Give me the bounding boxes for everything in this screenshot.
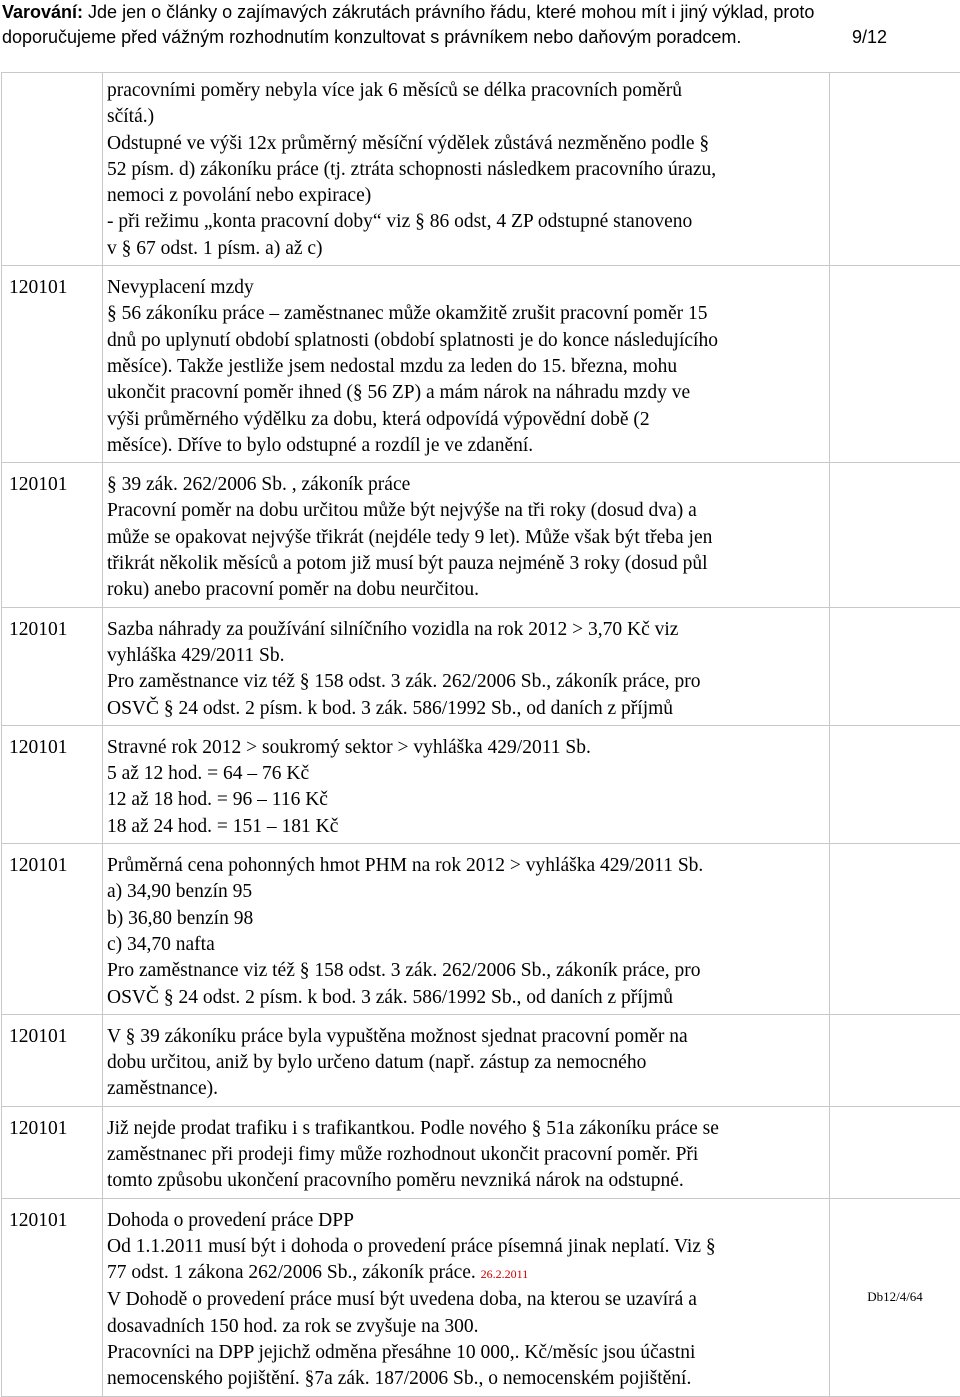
row-text [103, 725, 830, 843]
text-line-content: OSVČ § 24 odst. 2 písm. k bod. 3 zák. 586/1992 Sb., od daních z příjmů [107, 698, 673, 719]
text-line-content: pracovními poměry nebyla více jak 6 měsíců se délka pracovních poměrů [107, 80, 682, 101]
text-line [107, 380, 823, 406]
row-text [103, 266, 830, 463]
text-line [107, 131, 823, 157]
warning-line [2, 0, 814, 25]
text-line-content: zaměstnance). [107, 1078, 218, 1099]
text-line-content: a) 34,90 benzín 95 [107, 881, 252, 902]
row-side [830, 1106, 960, 1198]
text-line-content: dobu určitou, aniž by bylo určeno datum (např. zástup za nemocného [107, 1052, 646, 1073]
text-line [107, 577, 823, 603]
text-line [107, 1208, 823, 1234]
text-line-content: Již nejde prodat trafiku i s trafikantkou. Podle nového § 51a zákoníku práce se [107, 1118, 719, 1139]
text-line-content: může se opakovat nejvýše třikrát (nejdéle tedy 9 let). Může však být třeba jen [107, 527, 712, 548]
page-number: 9/12 [852, 25, 887, 50]
text-line-content: Pro zaměstnance viz též § 158 odst. 3 zák. 262/2006 Sb., zákoník práce, pro [107, 960, 701, 981]
warning-text: Jde jen o články o zajímavých zákrutách právního řádu, které mohou mít i jiný výklad, proto [83, 2, 814, 22]
text-line-content: § 39 zák. 262/2006 Sb. , zákoník práce [107, 474, 410, 495]
text-line [107, 275, 823, 301]
text-line-content: c) 34,70 nafta [107, 934, 215, 955]
text-line [107, 1024, 823, 1050]
text-line-content: Nevyplacení mzdy [107, 277, 254, 298]
row-text [103, 1014, 830, 1106]
text-line [107, 1234, 823, 1260]
text-line [107, 183, 823, 209]
text-line [107, 932, 823, 958]
text-line-content: Odstupné ve výši 12x průměrný měsíční výdělek zůstává nezměněno podle § [107, 133, 709, 154]
text-line [107, 236, 823, 262]
text-line-content: 52 písm. d) zákoníku práce (tj. ztráta schopnosti následkem pracovního úrazu, [107, 159, 716, 180]
text-line-content: 77 odst. 1 zákona 262/2006 Sb., zákoník práce. [107, 1262, 476, 1283]
text-line-content: § 56 zákoníku práce – zaměstnanec může okamžitě zrušit pracovní poměr 15 [107, 303, 707, 324]
warning-line-2: doporučujeme před vážným rozhodnutím konzultovat s právníkem nebo daňovým poradcem. [2, 25, 741, 50]
row-text [103, 1198, 830, 1396]
row-side [830, 266, 960, 463]
row-code-text: 120101 [9, 275, 102, 301]
text-line [107, 433, 823, 459]
row-code [2, 1014, 103, 1106]
text-line [107, 1076, 823, 1102]
text-line [107, 853, 823, 879]
text-line-content: 5 až 12 hod. = 64 – 76 Kč [107, 763, 309, 784]
text-line [107, 328, 823, 354]
row-code [2, 1198, 103, 1396]
text-line [107, 1168, 823, 1194]
text-line-content: - při režimu „konta pracovní doby“ viz § 86 odst, 4 ZP odstupné stanoveno [107, 211, 692, 232]
table-row [2, 463, 960, 607]
row-text [103, 844, 830, 1015]
text-line [107, 301, 823, 327]
row-side [830, 463, 960, 607]
row-side [830, 607, 960, 725]
text-line-content: třikrát několik měsíců a potom již musí být pauza nejméně 3 roky (dosud půl [107, 553, 708, 574]
row-code [2, 607, 103, 725]
text-line-content: nemoci z povolání nebo expirace) [107, 185, 371, 206]
text-line-content: Pro zaměstnance viz též § 158 odst. 3 zák. 262/2006 Sb., zákoník práce, pro [107, 671, 701, 692]
row-code-text: 120101 [9, 472, 102, 498]
text-line [107, 1050, 823, 1076]
table-row [2, 1014, 960, 1106]
row-code [2, 844, 103, 1015]
row-code-text: 120101 [9, 617, 102, 643]
text-line [107, 1340, 823, 1366]
text-line [107, 814, 823, 840]
text-line-content: Průměrná cena pohonných hmot PHM na rok 2012 > vyhláška 429/2011 Sb. [107, 855, 703, 876]
text-line [107, 1287, 823, 1313]
row-text [103, 1106, 830, 1198]
row-code-text: 120101 [9, 853, 102, 879]
text-line [107, 209, 823, 235]
row-side [830, 73, 960, 266]
text-line [107, 643, 823, 669]
table-row [2, 725, 960, 843]
page-header [0, 0, 960, 50]
table-row [2, 1106, 960, 1198]
text-line [107, 1314, 823, 1340]
text-line-content: dosavadních 150 hod. za rok se zvyšuje na 300. [107, 1316, 479, 1337]
table-row [2, 73, 960, 266]
table-row [2, 1198, 960, 1396]
row-code-text: 120101 [9, 735, 102, 761]
text-line [107, 1366, 823, 1392]
text-line [107, 617, 823, 643]
text-line [107, 761, 823, 787]
row-text [103, 73, 830, 266]
text-line [107, 78, 823, 104]
text-line-content: Dohoda o provedení práce DPP [107, 1210, 354, 1231]
inline-date: 26.2.2011 [481, 1267, 529, 1281]
text-line [107, 1142, 823, 1168]
text-line-content: V § 39 zákoníku práce byla vypuštěna možnost sjednat pracovní poměr na [107, 1026, 688, 1047]
warning-label: Varování: [2, 2, 83, 22]
notes-table [1, 72, 960, 1397]
text-line [107, 696, 823, 722]
table-row [2, 607, 960, 725]
text-line [107, 735, 823, 761]
text-line [107, 472, 823, 498]
text-line-content: V Dohodě o provedení práce musí být uvedena doba, na kterou se uzavírá a [107, 1289, 697, 1310]
side-note: Db12/4/64 [867, 1289, 923, 1304]
row-text [103, 607, 830, 725]
row-code [2, 266, 103, 463]
text-line-content: vyhláška 429/2011 Sb. [107, 645, 284, 666]
text-line-content: 18 až 24 hod. = 151 – 181 Kč [107, 816, 338, 837]
text-line [107, 958, 823, 984]
row-code-text: 120101 [9, 1024, 102, 1050]
row-code-text: 120101 [9, 1116, 102, 1142]
text-line [107, 985, 823, 1011]
row-text [103, 463, 830, 607]
row-code [2, 463, 103, 607]
row-code [2, 1106, 103, 1198]
text-line-content: v § 67 odst. 1 písm. a) až c) [107, 238, 323, 259]
text-line [107, 407, 823, 433]
row-side [830, 844, 960, 1015]
table-row [2, 844, 960, 1015]
text-line [107, 525, 823, 551]
text-line [107, 669, 823, 695]
row-code [2, 73, 103, 266]
text-line-content: zaměstnanec při prodeji fimy může rozhodnout ukončit pracovní poměr. Při [107, 1144, 698, 1165]
text-line-content: sčítá.) [107, 106, 154, 127]
text-line-content: měsíce). Dříve to bylo odstupné a rozdíl je ve zdanění. [107, 435, 533, 456]
row-code-text: 120101 [9, 1208, 102, 1234]
text-line-content: Od 1.1.2011 musí být i dohoda o provedení práce písemná jinak neplatí. Viz § [107, 1236, 716, 1257]
text-line-content: Pracovní poměr na dobu určitou může být nejvýše na tři roky (dosud dva) a [107, 500, 697, 521]
text-line [107, 906, 823, 932]
text-line-content: Sazba náhrady za používání silníčního vozidla na rok 2012 > 3,70 Kč viz [107, 619, 678, 640]
text-line-content: Stravné rok 2012 > soukromý sektor > vyhláška 429/2011 Sb. [107, 737, 591, 758]
row-side [830, 1198, 960, 1396]
text-line [107, 157, 823, 183]
text-line [107, 879, 823, 905]
text-line [107, 1116, 823, 1142]
text-line-content: výši průměrného výdělku za dobu, která odpovídá výpovědní době (2 [107, 409, 650, 430]
text-line-content: b) 36,80 benzín 98 [107, 908, 253, 929]
text-line-content: měsíce). Takže jestliže jsem nedostal mzdu za leden do 15. března, mohu [107, 356, 677, 377]
row-code [2, 725, 103, 843]
text-line-content: nemocenského pojištění. §7a zák. 187/2006 Sb., o nemocenském pojištění. [107, 1368, 691, 1389]
row-side [830, 1014, 960, 1106]
text-line [107, 498, 823, 524]
text-line-content: tomto způsobu ukončení pracovního poměru nevzniká nárok na odstupné. [107, 1170, 684, 1191]
text-line [107, 787, 823, 813]
text-line [107, 104, 823, 130]
text-line-content: ukončit pracovní poměr ihned (§ 56 ZP) a mám nárok na náhradu mzdy ve [107, 382, 690, 403]
text-line-content: dnů po uplynutí období splatnosti (období splatnosti je do konce následujícího [107, 330, 718, 351]
text-line-content: 12 až 18 hod. = 96 – 116 Kč [107, 789, 328, 810]
table-row [2, 266, 960, 463]
text-line-content: OSVČ § 24 odst. 2 písm. k bod. 3 zák. 586/1992 Sb., od daních z příjmů [107, 987, 673, 1008]
text-line-content: Pracovníci na DPP jejichž odměna přesáhne 10 000,. Kč/měsíc jsou účastni [107, 1342, 695, 1363]
text-line [107, 354, 823, 380]
row-side [830, 725, 960, 843]
text-line-content: roku) anebo pracovní poměr na dobu neurčitou. [107, 579, 479, 600]
text-line [107, 551, 823, 577]
text-line [107, 1260, 823, 1287]
